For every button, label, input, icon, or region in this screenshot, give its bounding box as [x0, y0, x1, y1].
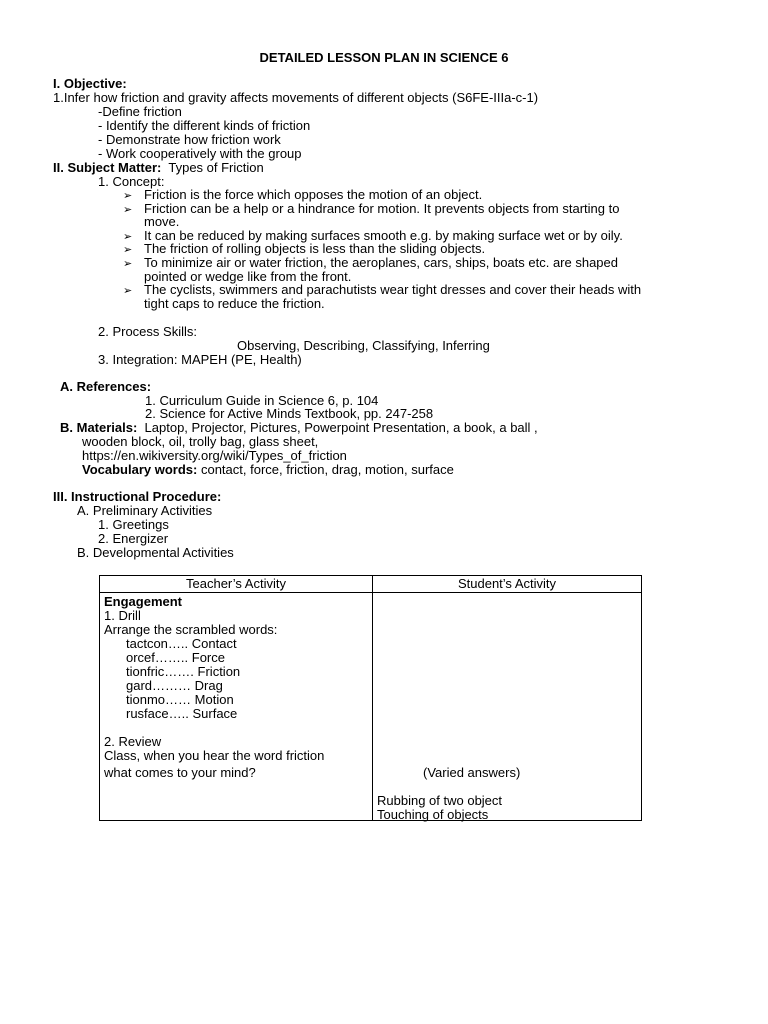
- materials-url: https://en.wikiversity.org/wiki/Types_of_friction: [82, 448, 347, 463]
- preliminary-activities: A. Preliminary Activities: [77, 503, 213, 518]
- concept-item: It can be reduced by making surfaces smooth e.g. by making surface wet or by oily.: [144, 228, 623, 243]
- scrambled-word-row: [126, 651, 225, 665]
- process-skills-value: Observing, Describing, Classifying, Inferring: [237, 338, 490, 353]
- subject-matter-value: Types of Friction: [168, 160, 264, 175]
- materials-line: [60, 421, 538, 435]
- concept-item: Friction can be a help or a hindrance for motion. It prevents objects from starting to: [144, 201, 620, 216]
- preliminary-item: 2. Energizer: [98, 531, 169, 546]
- scrambled-answer: Friction: [197, 664, 241, 679]
- teacher-activity-cell: [100, 593, 373, 821]
- concept-item: Friction is the force which opposes the motion of an object.: [144, 187, 483, 202]
- reference-item: 1. Curriculum Guide in Science 6, p. 104: [145, 393, 379, 408]
- student-answer: (Varied answers): [423, 765, 521, 780]
- objective-item: - Identify the different kinds of friction: [98, 118, 311, 133]
- arrow-bullet-icon: ➢: [123, 190, 133, 202]
- scrambled-word: rusface…..: [126, 706, 189, 721]
- developmental-activities: B. Developmental Activities: [77, 545, 234, 560]
- review-question: Class, when you hear the word friction: [104, 748, 325, 763]
- student-activity-cell: [373, 593, 642, 821]
- concept-item: To minimize air or water friction, the aeroplanes, cars, ships, boats etc. are shaped: [144, 255, 618, 270]
- concept-item: The friction of rolling objects is less than the sliding objects.: [144, 241, 486, 256]
- scrambled-answer: Drag: [194, 678, 223, 693]
- scrambled-word-row: [126, 693, 234, 707]
- objective-main: 1.Infer how friction and gravity affects movements of different objects (S6FE-IIIa-c-1): [53, 90, 539, 105]
- integration: 3. Integration: MAPEH (PE, Health): [98, 352, 302, 367]
- objective-item: - Demonstrate how friction work: [98, 132, 281, 147]
- reference-item: 2. Science for Active Minds Textbook, pp. 247-258: [145, 406, 434, 421]
- arrow-bullet-icon: ➢: [123, 285, 133, 297]
- concept-item: The cyclists, swimmers and parachutists wear tight dresses and cover their heads with: [144, 282, 642, 297]
- student-answer: Touching of objects: [377, 807, 489, 822]
- student-answer: Rubbing of two object: [377, 793, 503, 808]
- references-heading: A. References:: [60, 379, 152, 394]
- objective-item: -Define friction: [98, 104, 182, 119]
- scrambled-word-row: [126, 679, 223, 693]
- concept-item-continuation: move.: [144, 214, 180, 229]
- concept-item-continuation: pointed or wedge like from the front.: [144, 269, 352, 284]
- scrambled-answer: Surface: [192, 706, 238, 721]
- page-title: DETAILED LESSON PLAN IN SCIENCE 6: [259, 50, 509, 65]
- scrambled-word: tionfric…….: [126, 664, 194, 679]
- objective-item: - Work cooperatively with the group: [98, 146, 302, 161]
- drill-label: 1. Drill: [104, 608, 141, 623]
- scrambled-word-row: [126, 707, 237, 721]
- student-activity-header: Student’s Activity: [373, 576, 642, 593]
- arrow-bullet-icon: ➢: [123, 244, 133, 256]
- arrow-bullet-icon: ➢: [123, 258, 133, 270]
- concept-item-continuation: tight caps to reduce the friction.: [144, 296, 325, 311]
- review-label: 2. Review: [104, 734, 162, 749]
- arrow-bullet-icon: ➢: [123, 231, 133, 243]
- materials-text: wooden block, oil, trolly bag, glass sheet,: [82, 434, 319, 449]
- scrambled-word: tactcon…..: [126, 636, 189, 651]
- review-question: what comes to your mind?: [104, 765, 256, 780]
- materials-text: Laptop, Projector, Pictures, Powerpoint Presentation, a book, a ball ,: [144, 420, 538, 435]
- vocabulary-line: [82, 463, 454, 477]
- arrow-bullet-icon: ➢: [123, 204, 133, 216]
- scrambled-word: orcef……..: [126, 650, 189, 665]
- drill-instruction: Arrange the scrambled words:: [104, 622, 278, 637]
- vocabulary-label: Vocabulary words:: [82, 462, 198, 477]
- activity-table: [99, 575, 642, 821]
- teacher-activity-header: Teacher’s Activity: [100, 576, 373, 593]
- subject-matter-line: [53, 161, 264, 175]
- subject-matter-heading: II. Subject Matter:: [53, 160, 162, 175]
- scrambled-word: tionmo……: [126, 692, 192, 707]
- vocabulary-value: contact, force, friction, drag, motion, surface: [200, 462, 454, 477]
- scrambled-word-row: [126, 665, 240, 679]
- scrambled-answer: Force: [191, 650, 225, 665]
- scrambled-answer: Motion: [194, 692, 234, 707]
- scrambled-answer: Contact: [191, 636, 237, 651]
- procedure-heading: III. Instructional Procedure:: [53, 489, 222, 504]
- table-header-row: [100, 576, 642, 593]
- materials-heading: B. Materials:: [60, 420, 138, 435]
- scrambled-word: gard………: [126, 678, 192, 693]
- preliminary-item: 1. Greetings: [98, 517, 169, 532]
- scrambled-word-row: [126, 637, 237, 651]
- table-row: [100, 593, 642, 821]
- concept-label: 1. Concept:: [98, 174, 165, 189]
- engagement-heading: Engagement: [104, 594, 183, 609]
- objective-heading: I. Objective:: [53, 76, 127, 91]
- process-skills-label: 2. Process Skills:: [98, 324, 197, 339]
